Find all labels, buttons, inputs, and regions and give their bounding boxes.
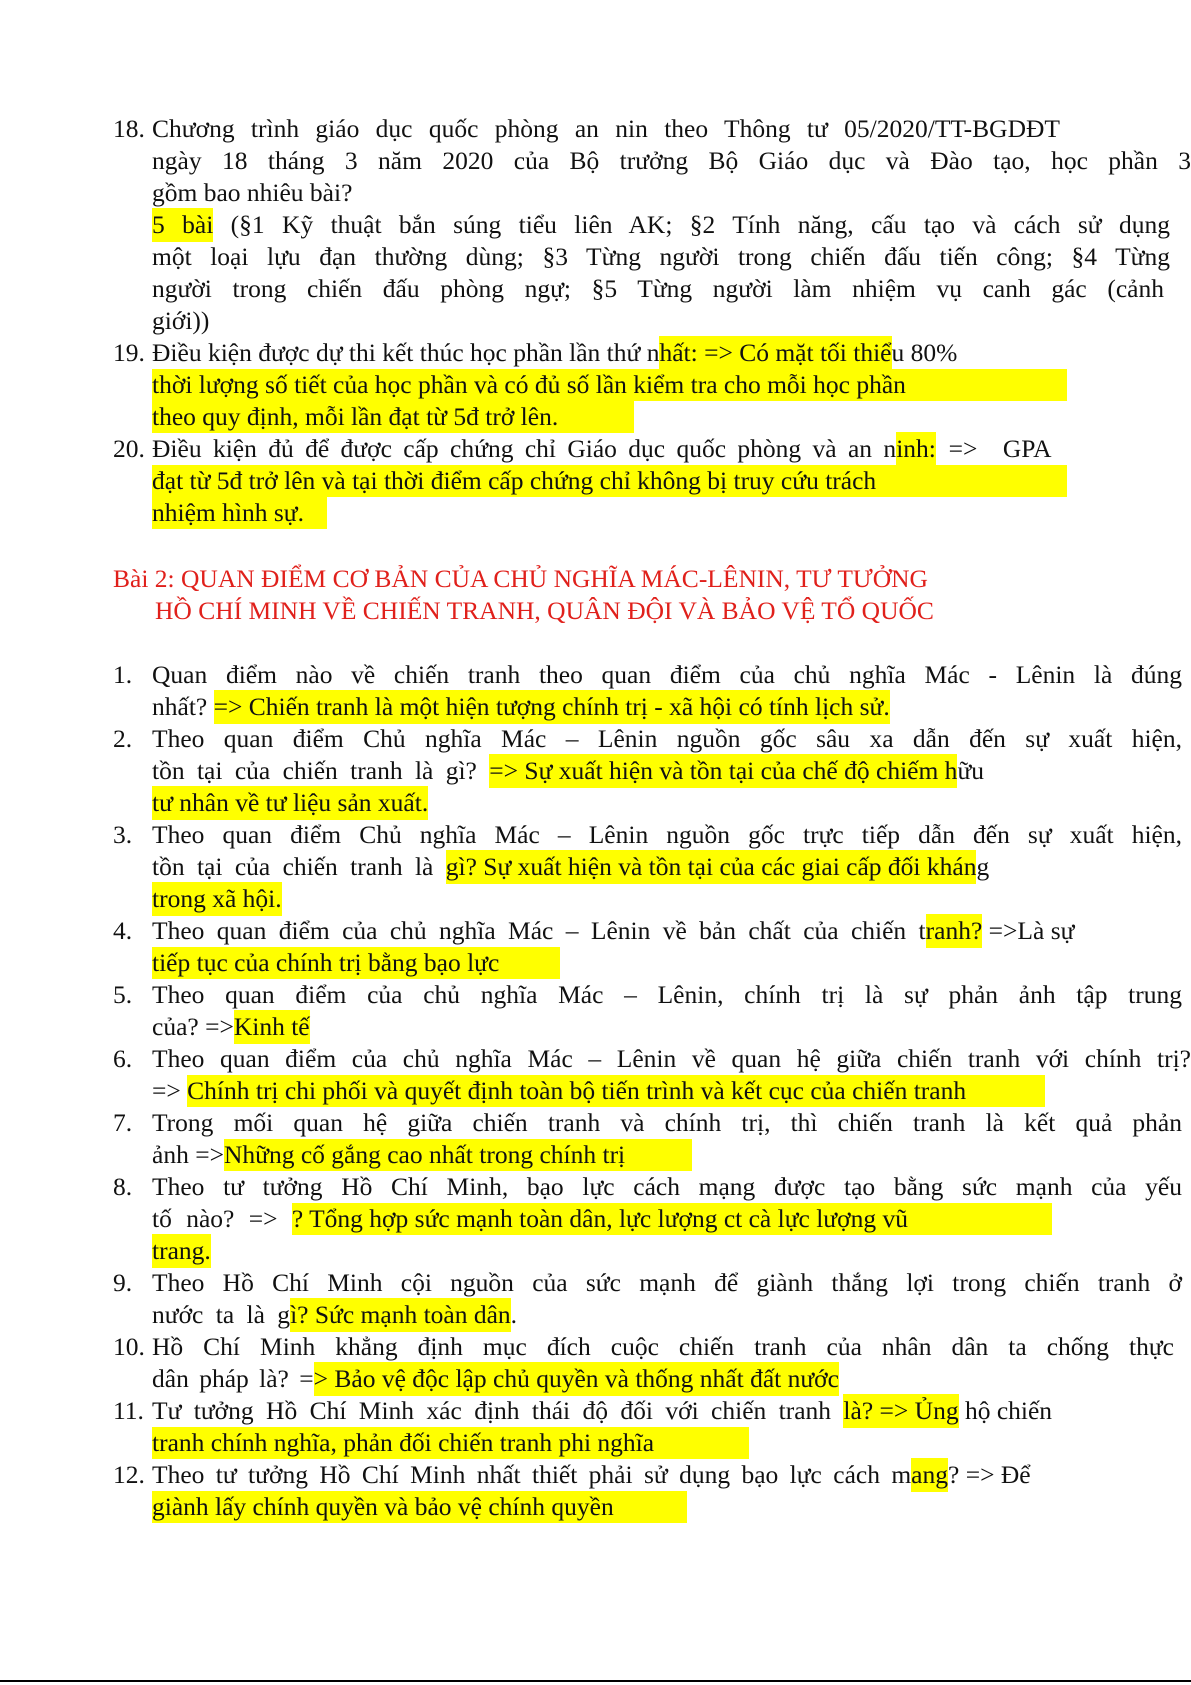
- item-8-line-1: Theo tư tưởng Hồ Chí Minh, bạo lực cách mạng được tạo bằng sức mạnh của yếu: [152, 1172, 1182, 1201]
- item-11-answer-start: hộ chiến: [958, 1396, 1053, 1425]
- item-5-line-2: [152, 1011, 310, 1043]
- item-4-number: 4.: [113, 916, 133, 945]
- item-1-answer: => Chiến tranh là một hiện tượng chính trị - xã hội có tính lịch sử.: [214, 690, 890, 724]
- item-3-answer-line-3: trong xã hội.: [152, 882, 282, 916]
- item-3-line-2: [152, 851, 989, 883]
- item-3-question-end: tồn tại của chiến tranh là: [152, 852, 446, 881]
- q18-answer-line-2: một loại lựu đạn thường dùng; §3 Từng người trong chiến đấu tiến công; §4 Từng: [152, 242, 1170, 271]
- item-4-answer-start: =>Là sự: [982, 916, 1075, 945]
- item-7-line-1: Trong mối quan hệ giữa chiến tranh và chính trị, thì chiến tranh là kết quả phản: [152, 1108, 1182, 1137]
- q19-line-3: [152, 401, 634, 433]
- item-8-answer-line-3: trang.: [152, 1234, 211, 1268]
- item-12-answer-start: ? => Để: [948, 1460, 1031, 1489]
- item-2-answer: => Sự xuất hiện và tồn tại của chế độ chiếm h: [489, 754, 957, 788]
- item-11-line-1: [152, 1395, 1052, 1427]
- item-8-answer: ? Tổng hợp sức mạnh toàn dân, lực lượng ct cà lực lượng vũ: [292, 1203, 1052, 1235]
- q18-answer-text: (§1 Kỹ thuật bắn súng tiểu liên AK; §2 Tính năng, cấu tạo và cách sử dụng: [213, 210, 1170, 239]
- q19-answer-line-3: theo quy định, mỗi lần đạt từ 5đ trở lên.: [152, 401, 634, 433]
- item-2-line-3: [152, 787, 428, 819]
- item-2-line-2: [152, 755, 984, 787]
- q20-line-1: [152, 433, 1052, 465]
- item-6-number: 6.: [113, 1044, 133, 1073]
- item-3-answer: gì? Sự xuất hiện và tồn tại của các giai cấp đối khán: [446, 850, 977, 884]
- item-3-line-3: [152, 883, 282, 915]
- item-10-answer: > Bảo vệ độc lập chủ quyền và thống nhất đất nước: [314, 1362, 839, 1396]
- item-5-number: 5.: [113, 980, 133, 1009]
- q19-line-2: [152, 369, 1067, 401]
- item-4-question: Theo quan điểm của chủ nghĩa Mác – Lênin về bản chất của chiến t: [152, 916, 926, 945]
- item-3-answer-tail: g: [976, 852, 990, 881]
- item-8-line-2: [152, 1203, 1052, 1235]
- item-7-answer: Những cố gắng cao nhất trong chính trị: [224, 1139, 692, 1171]
- item-1-line-2: [152, 691, 890, 723]
- item-12-highlight: ang: [911, 1458, 948, 1492]
- section-heading-line-2: HỒ CHÍ MINH VỀ CHIẾN TRANH, QUÂN ĐỘI VÀ BẢO VỆ TỔ QUỐC: [155, 596, 934, 625]
- item-9-period: .: [510, 1300, 518, 1329]
- item-8-line-3: [152, 1235, 211, 1267]
- item-12-line-1: [152, 1459, 1031, 1491]
- section-heading-line-1: Bài 2: QUAN ĐIỂM CƠ BẢN CỦA CHỦ NGHĨA MÁC-LÊNIN, TƯ TƯỞNG: [113, 564, 928, 593]
- item-5-question-end: của? =>: [152, 1012, 234, 1041]
- q18-number: 18.: [113, 114, 145, 143]
- item-12-line-2: [152, 1491, 687, 1523]
- item-4-line-1: [152, 915, 1074, 947]
- q20-highlight-1: inh:: [896, 432, 936, 466]
- item-11-question: Tư tưởng Hồ Chí Minh xác định thái độ đối với chiến tranh: [152, 1396, 844, 1425]
- item-2-answer-line-3: tư nhân về tư liệu sản xuất.: [152, 786, 428, 820]
- q19-highlight-1: hất: => Có mặt tối thiể: [659, 336, 891, 370]
- item-11-answer: tranh chính nghĩa, phản đối chiến tranh phi nghĩa: [152, 1427, 749, 1459]
- item-5-line-1: Theo quan điểm của chủ nghĩa Mác – Lênin, chính trị là sự phản ảnh tập trung: [152, 980, 1182, 1009]
- item-3-number: 3.: [113, 820, 133, 849]
- item-1-line-1: Quan điểm nào về chiến tranh theo quan điểm của chủ nghĩa Mác - Lênin là đúng: [152, 660, 1182, 689]
- item-5-answer: Kinh tế: [234, 1010, 310, 1044]
- q19-answer-line-2: thời lượng số tiết của học phần và có đủ số lần kiểm tra cho mỗi học phần: [152, 369, 1067, 401]
- q18-line-2: ngày 18 tháng 3 năm 2020 của Bộ trưởng Bộ Giáo dục và Đào tạo, học phần 3: [152, 146, 1191, 175]
- item-12-question: Theo tư tưởng Hồ Chí Minh nhất thiết phải sử dụng bạo lực cách m: [152, 1460, 912, 1489]
- item-9-line-2: [152, 1299, 517, 1331]
- item-12-number: 12.: [113, 1460, 145, 1489]
- q18-answer-line-3: người trong chiến đấu phòng ngự; §5 Từng người làm nhiệm vụ canh gác (cảnh: [152, 274, 1164, 303]
- item-1-question-end: nhất?: [152, 692, 214, 721]
- item-6-line-2: [152, 1075, 1045, 1107]
- item-6-arrow: =>: [152, 1076, 188, 1105]
- item-11-highlight: là? => Ủng: [843, 1394, 958, 1428]
- q20-question: Điều kiện đủ để được cấp chứng chỉ Giáo dục quốc phòng và an n: [152, 434, 897, 463]
- page-bottom-rule: [0, 1680, 1191, 1682]
- item-12-answer: giành lấy chính quyền và bảo vệ chính quyền: [152, 1491, 687, 1523]
- q18-line-1: Chương trình giáo dục quốc phòng an nin theo Thông tư 05/2020/TT-BGDĐT: [152, 114, 1060, 143]
- item-10-question-end: dân pháp là? =: [152, 1364, 314, 1393]
- q19-question: Điều kiện được dự thi kết thúc học phần lần thứ n: [152, 338, 660, 367]
- item-2-line-1: Theo quan điểm Chủ nghĩa Mác – Lênin nguồn gốc sâu xa dẫn đến sự xuất hiện,: [152, 724, 1182, 753]
- item-4-line-2: [152, 947, 560, 979]
- item-4-highlight: ranh?: [926, 914, 983, 948]
- item-10-line-2: [152, 1363, 839, 1395]
- item-7-question-end: ảnh =>: [152, 1140, 224, 1169]
- item-7-line-2: [152, 1139, 692, 1171]
- item-11-line-2: [152, 1427, 749, 1459]
- item-10-line-1: Hồ Chí Minh khẳng định mục đích cuộc chiến tranh của nhân dân ta chống thực: [152, 1332, 1174, 1361]
- item-7-number: 7.: [113, 1108, 133, 1137]
- item-8-number: 8.: [113, 1172, 133, 1201]
- item-6-line-1: Theo quan điểm của chủ nghĩa Mác – Lênin về quan hệ giữa chiến tranh với chính trị?: [152, 1044, 1191, 1073]
- q20-tail: => GPA: [935, 434, 1052, 463]
- q20-line-2: [152, 465, 1067, 497]
- q20-answer-line-2: đạt từ 5đ trở lên và tại thời điểm cấp chứng chỉ không bị truy cứu trách: [152, 465, 1067, 497]
- q20-answer-line-3: nhiệm hình sự.: [152, 497, 327, 529]
- item-9-answer: ì? Sức mạnh toàn dân: [290, 1298, 511, 1332]
- q19-line-1: [152, 337, 957, 369]
- item-2-answer-tail: ữu: [957, 756, 985, 785]
- item-2-question-end: tồn tại của chiến tranh là gì?: [152, 756, 490, 785]
- q19-tail: u 80%: [891, 338, 958, 367]
- item-9-question-end: nước ta là g: [152, 1300, 291, 1329]
- q18-line-3: gồm bao nhiêu bài?: [152, 178, 353, 207]
- item-11-number: 11.: [113, 1396, 144, 1425]
- q20-number: 20.: [113, 434, 145, 463]
- item-6-answer: Chính trị chi phối và quyết định toàn bộ tiến trình và kết cục của chiến tranh: [187, 1075, 1045, 1107]
- q18-answer-line-4: giới)): [152, 306, 210, 335]
- item-9-number: 9.: [113, 1268, 133, 1297]
- item-2-number: 2.: [113, 724, 133, 753]
- item-8-question-end: tố nào? =>: [152, 1204, 292, 1233]
- item-9-line-1: Theo Hồ Chí Minh cội nguồn của sức mạnh để giành thắng lợi trong chiến tranh ở: [152, 1268, 1182, 1297]
- q19-number: 19.: [113, 338, 145, 367]
- item-10-number: 10.: [113, 1332, 145, 1361]
- q20-line-3: [152, 497, 327, 529]
- item-1-number: 1.: [113, 660, 133, 689]
- q18-answer-line-1: [152, 209, 1170, 241]
- item-4-answer: tiếp tục của chính trị bằng bạo lực: [152, 947, 560, 979]
- q18-answer-highlight: 5 bài: [152, 208, 213, 242]
- item-3-line-1: Theo quan điểm Chủ nghĩa Mác – Lênin nguồn gốc trực tiếp dẫn đến sự xuất hiện,: [152, 820, 1182, 849]
